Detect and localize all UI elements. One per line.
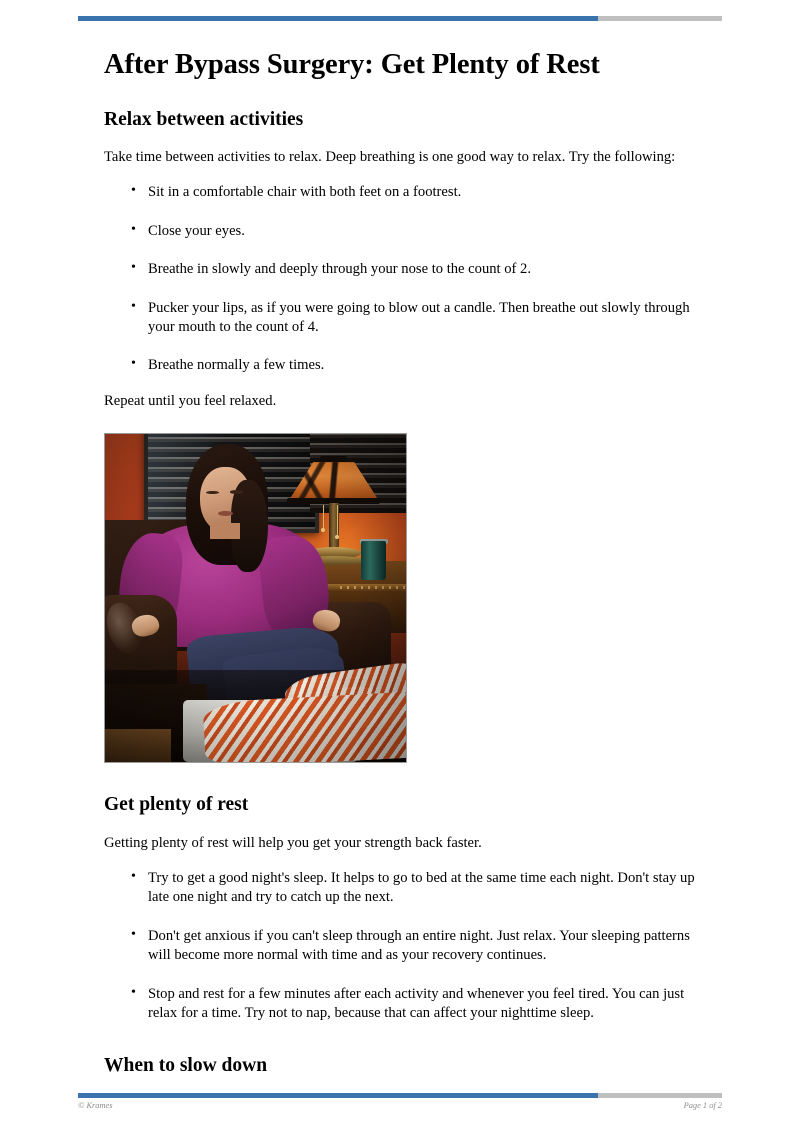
photo-tumbler bbox=[361, 541, 387, 580]
photo-illustration bbox=[105, 434, 406, 762]
section-closing-relax: Repeat until you feel relaxed. bbox=[104, 392, 277, 409]
bullet-list-rest bbox=[104, 869, 704, 1023]
list-item: • Pucker your lips, as if you were going to blow out a candle. Then breathe out slowly through your mouth to the count of 4. bbox=[148, 299, 704, 338]
footer-page-indicator: Page 1 of 2 bbox=[683, 1101, 722, 1110]
footer-copyright: © Krames bbox=[78, 1101, 113, 1110]
figure-relaxing-woman bbox=[104, 433, 407, 763]
header-rule bbox=[78, 16, 722, 21]
section-intro-relax: Take time between activities to relax. Deep breathing is one good way to relax. Try the following: bbox=[104, 149, 676, 166]
list-item: • Breathe normally a few times. bbox=[148, 356, 704, 375]
list-item: • Try to get a good night's sleep. It helps to go to bed at the same time each night. Don't stay up late one night and try to catch up the next. bbox=[148, 869, 704, 908]
section-heading-rest: Get plenty of rest bbox=[104, 794, 249, 816]
list-item: • Close your eyes. bbox=[148, 222, 704, 241]
bullet-list-relax bbox=[104, 183, 704, 375]
header-rule-gray-segment bbox=[598, 16, 722, 21]
footer-rule-blue-segment bbox=[78, 1093, 598, 1098]
list-item: • Don't get anxious if you can't sleep through an entire night. Just relax. Your sleeping patterns will become more normal with time and as your recovery continues. bbox=[148, 927, 704, 966]
header-rule-blue-segment bbox=[78, 16, 598, 21]
photo-person-eye-right bbox=[230, 490, 244, 494]
photo-side-table-studs bbox=[340, 586, 406, 590]
photo-person-neck bbox=[210, 523, 240, 539]
footer-rule-gray-segment bbox=[598, 1093, 722, 1098]
footer-rule bbox=[78, 1093, 722, 1098]
section-heading-slow-down: When to slow down bbox=[104, 1054, 268, 1076]
page-title: After Bypass Surgery: Get Plenty of Rest bbox=[104, 49, 600, 80]
document-content bbox=[104, 48, 704, 1077]
section-heading-relax: Relax between activities bbox=[104, 108, 304, 130]
photo-lamp-pull-chain bbox=[323, 505, 324, 530]
list-item: • Breathe in slowly and deeply through your nose to the count of 2. bbox=[148, 260, 704, 279]
photo-lamp-pull-knob bbox=[321, 528, 325, 532]
section-intro-rest: Getting plenty of rest will help you get your strength back faster. bbox=[104, 834, 482, 851]
photo-lamp-pull-chain bbox=[337, 505, 338, 536]
photo-floor-wood bbox=[105, 729, 171, 762]
list-item: • Sit in a comfortable chair with both feet on a footrest. bbox=[148, 183, 704, 202]
list-item: • Stop and rest for a few minutes after each activity and whenever you feel tired. You can just relax for a time. Try not to nap, because that can affect your nighttime sleep. bbox=[148, 985, 704, 1024]
